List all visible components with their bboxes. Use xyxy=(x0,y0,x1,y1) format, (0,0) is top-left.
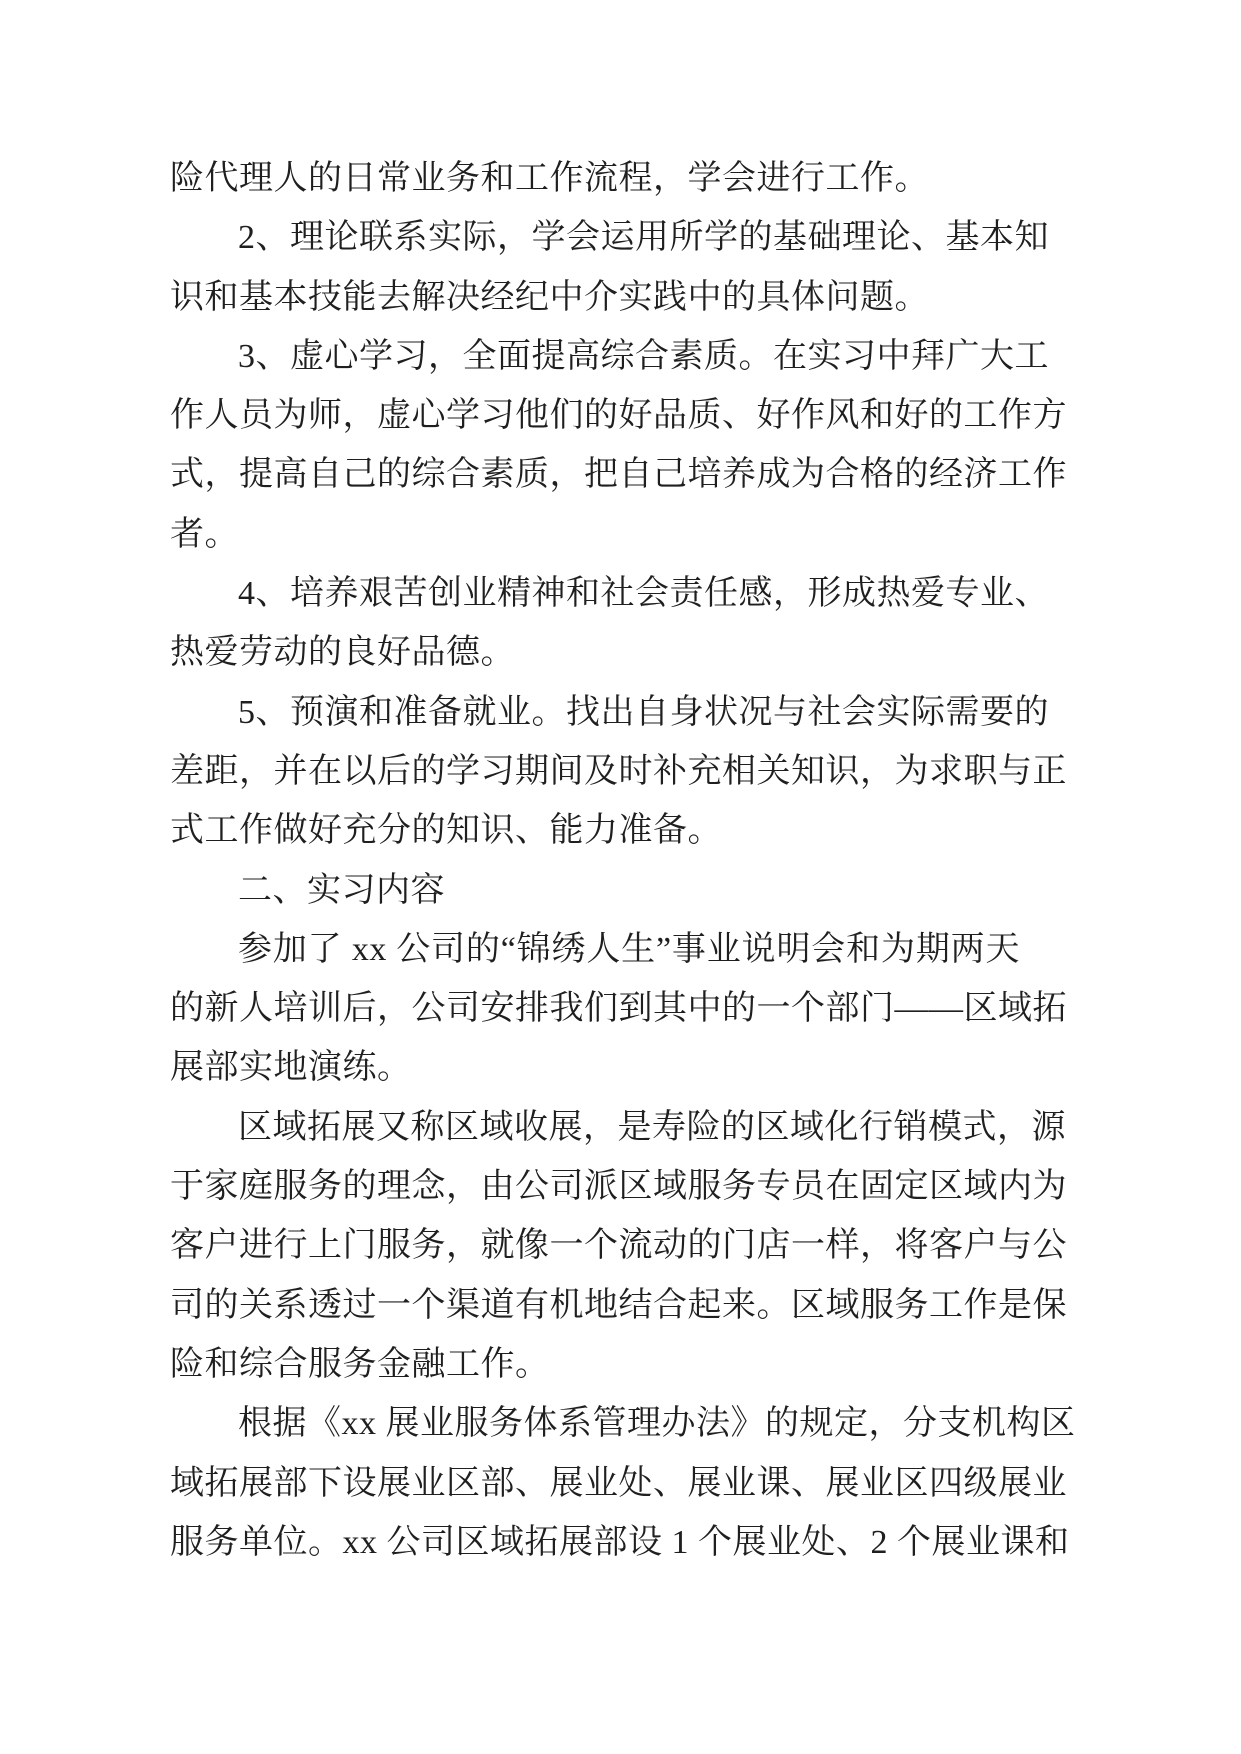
text-line: 作人员为师，虚心学习他们的好品质、好作风和好的工作方 xyxy=(170,397,1067,435)
text-line: 司的关系透过一个渠道有机地结合起来。区域服务工作是保 xyxy=(170,1286,1067,1324)
text-line: 于家庭服务的理念，由公司派区域服务专员在固定区域内为 xyxy=(170,1168,1067,1206)
text-line: 3、虚心学习，全面提高综合素质。在实习中拜广大工 xyxy=(238,337,1049,375)
paragraph xyxy=(170,683,1067,861)
text-line: 的新人培训后，公司安排我们到其中的一个部门——区域拓 xyxy=(170,990,1067,1028)
text-line: 展部实地演练。 xyxy=(170,1049,412,1087)
text-line: 4、培养艰苦创业精神和社会责任感，形成热爱专业、 xyxy=(238,575,1049,613)
paragraph xyxy=(170,564,1049,683)
text-line: 根据《xx 展业服务体系管理办法》的规定，分支机构区 xyxy=(238,1405,1076,1443)
text-line: 2、理论联系实际，学会运用所学的基础理论、基本知 xyxy=(238,219,1049,257)
text-line: 热爱劳动的良好品德。 xyxy=(170,634,515,672)
paragraph xyxy=(170,1394,1076,1572)
text-line: 区域拓展又称区域收展，是寿险的区域化行销模式，源 xyxy=(238,1108,1066,1146)
text-line: 参加了 xx 公司的“锦绣人生”事业说明会和为期两天 xyxy=(238,930,1020,968)
text-line: 者。 xyxy=(170,515,239,553)
text-line: 险代理人的日常业务和工作流程，学会进行工作。 xyxy=(170,160,929,197)
text-line: 服务单位。xx 公司区域拓展部设 1 个展业处、2 个展业课和 xyxy=(170,1523,1070,1561)
text-line: 域拓展部下设展业区部、展业处、展业课、展业区四级展业 xyxy=(170,1464,1067,1502)
text-content xyxy=(170,149,1076,1572)
text-line: 式工作做好充分的知识、能力准备。 xyxy=(170,812,722,850)
section-heading xyxy=(170,861,1020,920)
paragraph xyxy=(170,1098,1067,1394)
text-line: 客户进行上门服务，就像一个流动的门店一样，将客户与公 xyxy=(170,1227,1067,1265)
paragraph xyxy=(170,327,1067,564)
heading-line: 二、实习内容 xyxy=(238,871,445,909)
text-line: 险和综合服务金融工作。 xyxy=(170,1345,550,1383)
text-line: 识和基本技能去解决经纪中介实践中的具体问题。 xyxy=(170,278,929,316)
text-line: 5、预演和准备就业。找出自身状况与社会实际需要的 xyxy=(238,693,1049,731)
paragraph xyxy=(170,920,1067,1098)
paragraph xyxy=(170,208,1049,327)
text-line: 差距，并在以后的学习期间及时补充相关知识，为求职与正 xyxy=(170,752,1067,790)
text-line: 式，提高自己的综合素质，把自己培养成为合格的经济工作 xyxy=(170,456,1067,494)
paragraph xyxy=(170,149,1020,208)
